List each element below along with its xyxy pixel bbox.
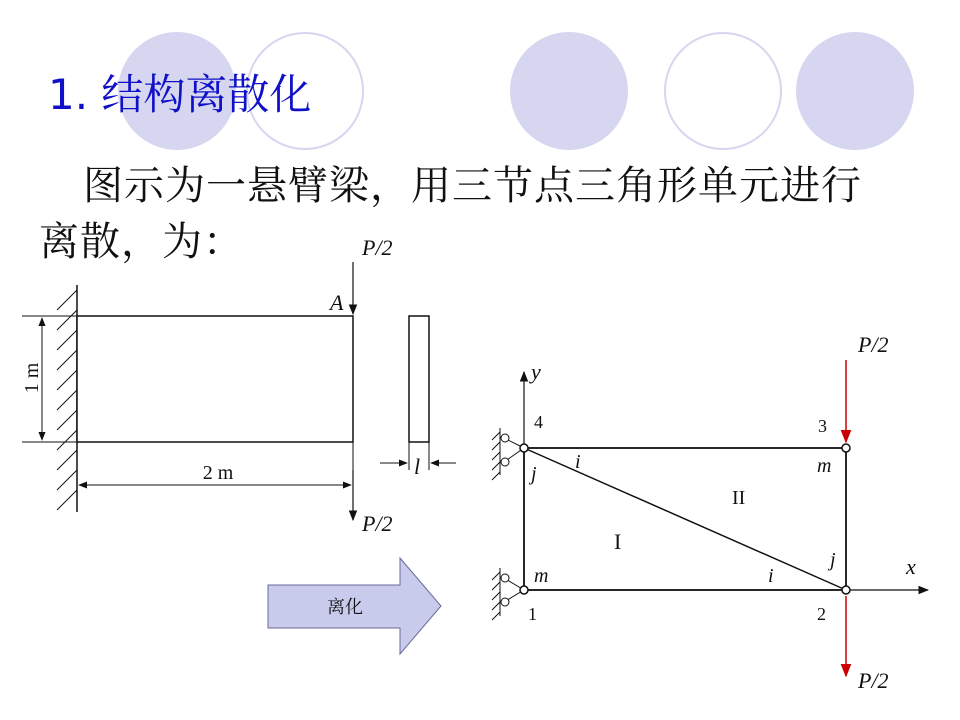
height-dim-label: 1 m [21,362,43,394]
mesh-diagonal [524,448,846,590]
support-node-1 [492,568,524,620]
local-label-n4-i: i [575,451,581,473]
local-label-n2-i: i [768,565,774,587]
element-2-label: II [732,487,746,509]
node-2 [842,586,850,594]
local-label-n3-m: m [817,455,832,477]
y-axis-label: y [531,359,541,384]
element-1-label: I [614,529,622,554]
length-dim-label: 2 m [202,462,234,484]
load-top-label: P/2 [362,235,393,260]
point-a-label: A [330,290,344,315]
beam-rect [77,316,353,442]
fe-load-top-label: P/2 [858,332,889,357]
node-1 [520,586,528,594]
side-view-rect [409,316,429,442]
local-label-n1-m: m [534,565,549,587]
paragraph-line-2: 离散，为： [39,219,244,265]
support-node-4 [492,428,524,480]
node-4 [520,444,528,452]
node-number-3: 3 [818,416,827,436]
discretize-arrow-label: 离化 [327,597,363,618]
thickness-label: l [414,454,421,479]
x-axis-label: x [906,554,916,579]
wall-hatch [57,290,77,510]
fe-load-bottom-label: P/2 [858,668,889,693]
slide-title: 1. 结构离散化 [48,70,312,119]
load-bottom-label: P/2 [362,511,393,536]
fe-mesh [492,332,928,693]
local-label-n4-j: j [531,463,537,485]
node-number-2: 2 [817,604,826,624]
left-cantilever [21,235,456,536]
local-label-n2-j: j [830,549,836,571]
node-number-1: 1 [528,604,537,624]
paragraph-line-1: 图示为一悬臂梁，用三节点三角形单元进行 [83,163,862,209]
node-3 [842,444,850,452]
node-number-4: 4 [534,412,543,432]
